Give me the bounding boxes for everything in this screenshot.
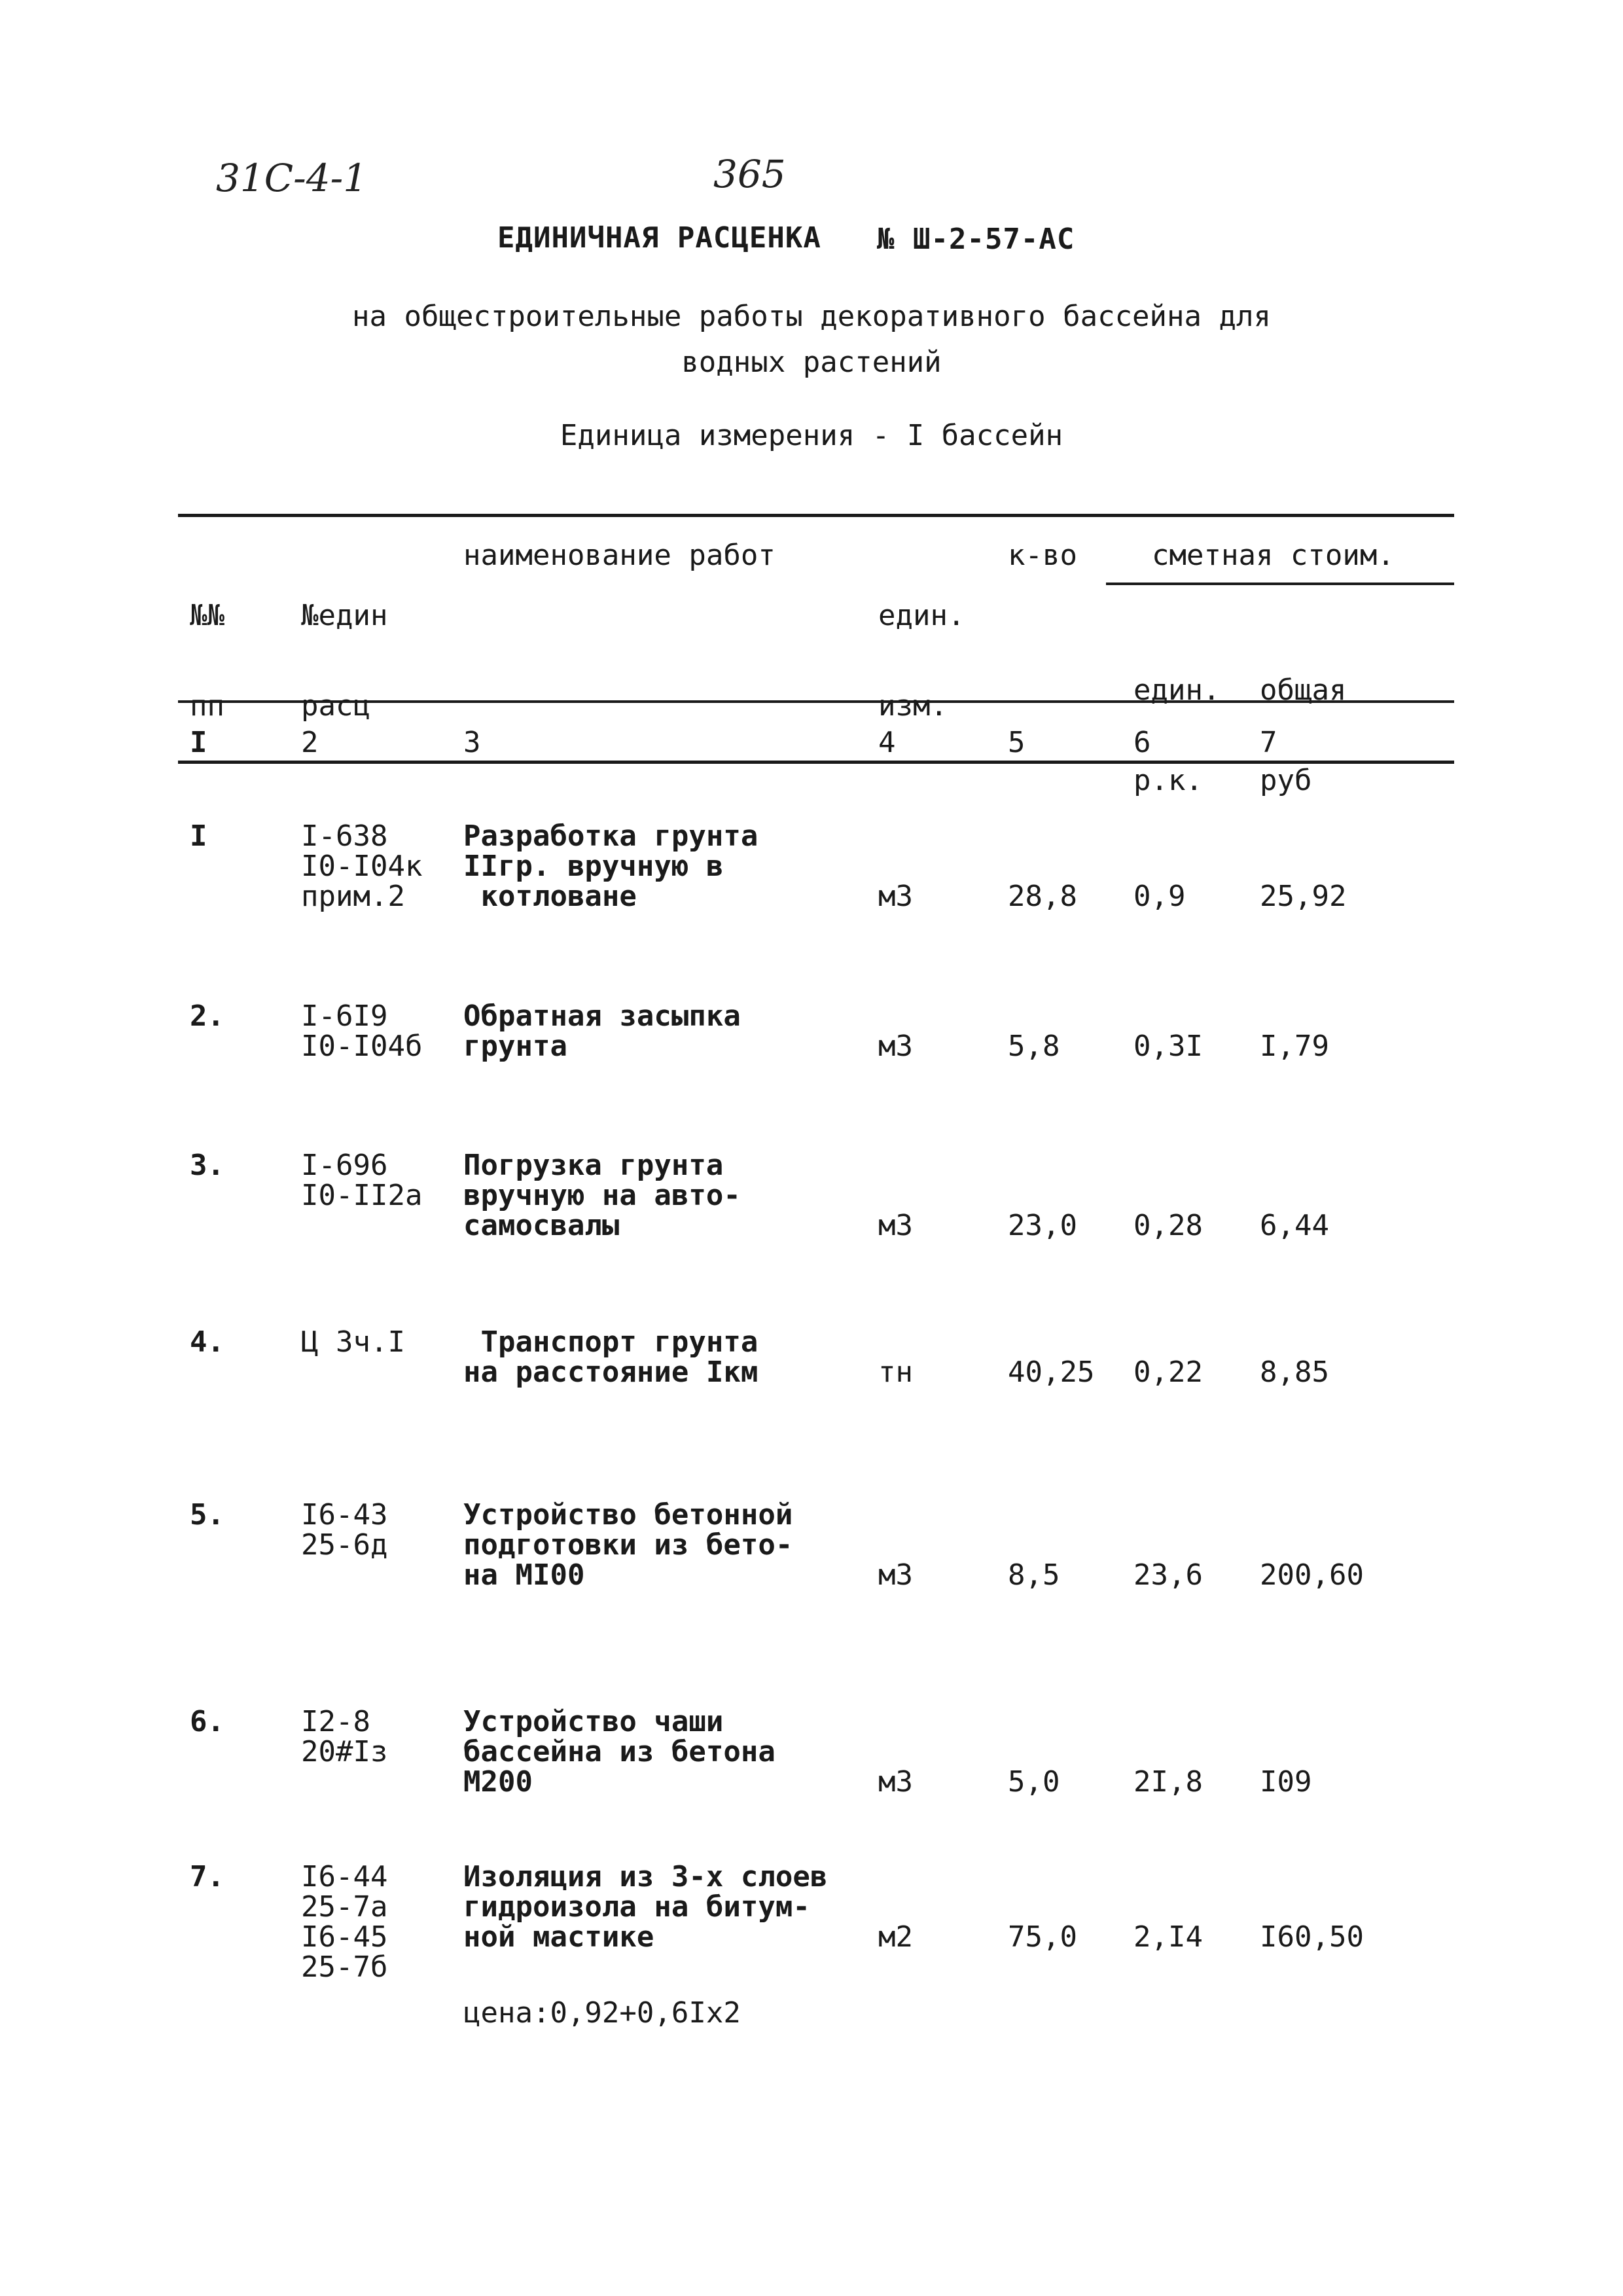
rate-code: 25-7а: [301, 1890, 388, 1924]
document-code: № Ш-2-57-АС: [877, 223, 1075, 256]
rate-codes: [301, 1862, 387, 1982]
quantity-cell: 5,0: [1008, 1765, 1060, 1799]
header-col6-line1: един.: [1133, 673, 1221, 707]
work-name: [463, 821, 758, 912]
work-name-line: Изоляция из 3-х слоев: [463, 1860, 828, 1893]
quantity-cell: 8,5: [1008, 1558, 1060, 1592]
document-subtitle-line2: водных растений: [681, 346, 942, 379]
unit-price-cell: 23,6: [1133, 1558, 1203, 1592]
header-col5: к-во: [1008, 539, 1077, 572]
unit-price-cell: 2,I4: [1133, 1920, 1203, 1954]
rate-code: I-696: [301, 1149, 388, 1182]
row-number: 6.: [190, 1705, 224, 1738]
header-col2-line1: №един: [301, 599, 388, 632]
work-name-line: Разработка грунта: [463, 819, 758, 853]
header-col7-line2: руб: [1260, 764, 1312, 797]
col-number-4: 4: [878, 726, 896, 759]
total-cost-cell: 200,60: [1260, 1558, 1364, 1592]
work-name-line: подготовки из бето-: [463, 1528, 793, 1562]
unit-price-cell: 0,9: [1133, 880, 1186, 913]
total-cost-cell: 6,44: [1260, 1209, 1329, 1242]
unit-cell: тн: [878, 1355, 913, 1389]
rate-code: I6-45: [301, 1920, 388, 1954]
work-name-line: на расстояние Iкм: [463, 1355, 758, 1389]
handwritten-page-number: 365: [713, 152, 786, 196]
unit-cell: м3: [878, 880, 913, 913]
row-number: 5.: [190, 1498, 224, 1532]
document-title: ЕДИНИЧНАЯ РАСЦЕНКА: [497, 221, 821, 255]
total-cost-cell: I09: [1260, 1765, 1312, 1799]
col-number-5: 5: [1008, 726, 1026, 759]
row-number: 7.: [190, 1860, 224, 1893]
col-number-3: 3: [463, 726, 481, 759]
col-number-6: 6: [1133, 726, 1151, 759]
work-name-line: вручную на авто-: [463, 1179, 741, 1212]
row-number: I: [190, 819, 207, 853]
work-name-line: грунта: [463, 1030, 567, 1063]
rate-code: I0-I04к: [301, 850, 423, 883]
work-name-line: Устройство бетонной: [463, 1498, 793, 1532]
work-name: [463, 1151, 741, 1241]
unit-price-cell: 0,3I: [1133, 1030, 1203, 1063]
header-col3: наименование работ: [463, 539, 776, 572]
work-name-line: Устройство чаши: [463, 1705, 724, 1738]
row-number: 4.: [190, 1325, 224, 1359]
rate-code: 25-7б: [301, 1950, 388, 1984]
quantity-cell: 40,25: [1008, 1355, 1095, 1389]
work-name-line: гидроизола на битум-: [463, 1890, 810, 1924]
work-name-line: самосвалы: [463, 1209, 620, 1242]
rate-code: I6-44: [301, 1860, 388, 1893]
unit-cell: м3: [878, 1765, 913, 1799]
rate-codes: [301, 821, 422, 912]
col-number-2: 2: [301, 726, 319, 759]
work-name: [463, 1001, 741, 1062]
unit-cell: м3: [878, 1030, 913, 1063]
total-cost-cell: 8,85: [1260, 1355, 1329, 1389]
header-col1-line1: №№: [190, 599, 224, 632]
total-cost-cell: 25,92: [1260, 880, 1347, 913]
rate-code: прим.2: [301, 880, 405, 913]
col-number-7: 7: [1260, 726, 1277, 759]
quantity-cell: 75,0: [1008, 1920, 1077, 1954]
work-name-line: IIгр. вручную в: [463, 850, 724, 883]
header-cost-group: сметная стоим.: [1152, 539, 1395, 572]
header-col4-line2: изм.: [878, 689, 948, 723]
header-col4-line1: един.: [878, 599, 965, 632]
total-cost-cell: I60,50: [1260, 1920, 1364, 1954]
cost-group-rule: [1106, 583, 1454, 585]
row-number: 3.: [190, 1149, 224, 1182]
work-name-line: M200: [463, 1765, 533, 1799]
rate-code: I-6I9: [301, 999, 388, 1033]
work-name: [463, 1327, 758, 1388]
row-number: 2.: [190, 999, 224, 1033]
header-col2-line2: расц: [301, 689, 370, 723]
rate-code: 20#Iз: [301, 1735, 388, 1768]
header-col1-line2: пп: [190, 689, 224, 723]
work-name: [463, 1500, 793, 1590]
price-note: цена:0,92+0,6Iх2: [463, 1996, 741, 2030]
rate-codes: [301, 1151, 422, 1211]
work-name-line: котловане: [463, 880, 637, 913]
unit-cell: м2: [878, 1920, 913, 1954]
unit-cell: м3: [878, 1558, 913, 1592]
header-col7-line1: общая: [1260, 673, 1347, 707]
work-name: [463, 1862, 827, 1952]
work-name-line: Обратная засыпка: [463, 999, 741, 1033]
unit-cell: м3: [878, 1209, 913, 1242]
rate-code: I0-II2а: [301, 1179, 423, 1212]
rate-code: Ц 3ч.I: [301, 1325, 405, 1359]
work-name-line: Погрузка грунта: [463, 1149, 724, 1182]
rate-code: I6-43: [301, 1498, 388, 1532]
rate-codes: [301, 1500, 387, 1560]
quantity-cell: 28,8: [1008, 880, 1077, 913]
work-name-line: на MI00: [463, 1558, 585, 1592]
rate-codes: [301, 1001, 422, 1062]
unit-of-measure: Единица измерения - I бассейн: [560, 419, 1063, 452]
work-name-line: бассейна из бетона: [463, 1735, 776, 1768]
rate-codes: [301, 1707, 387, 1767]
table-top-rule: [178, 514, 1454, 517]
handwritten-sheet-code: 31С-4-1: [216, 156, 368, 200]
rate-code: I2-8: [301, 1705, 370, 1738]
quantity-cell: 5,8: [1008, 1030, 1060, 1063]
work-name: [463, 1707, 776, 1797]
rate-code: I-638: [301, 819, 388, 853]
rate-code: 25-6д: [301, 1528, 388, 1562]
header-col6-line2: р.к.: [1133, 764, 1203, 797]
col-number-1: I: [190, 726, 207, 759]
unit-price-cell: 0,28: [1133, 1209, 1203, 1242]
work-name-line: ной мастике: [463, 1920, 654, 1954]
document-subtitle-line1: на общестроительные работы декоративного бассейна для: [352, 300, 1271, 333]
work-name-line: Транспорт грунта: [463, 1325, 758, 1359]
rate-codes: [301, 1327, 405, 1357]
quantity-cell: 23,0: [1008, 1209, 1077, 1242]
rate-code: I0-I04б: [301, 1030, 423, 1063]
unit-price-cell: 2I,8: [1133, 1765, 1203, 1799]
total-cost-cell: I,79: [1260, 1030, 1329, 1063]
unit-price-cell: 0,22: [1133, 1355, 1203, 1389]
